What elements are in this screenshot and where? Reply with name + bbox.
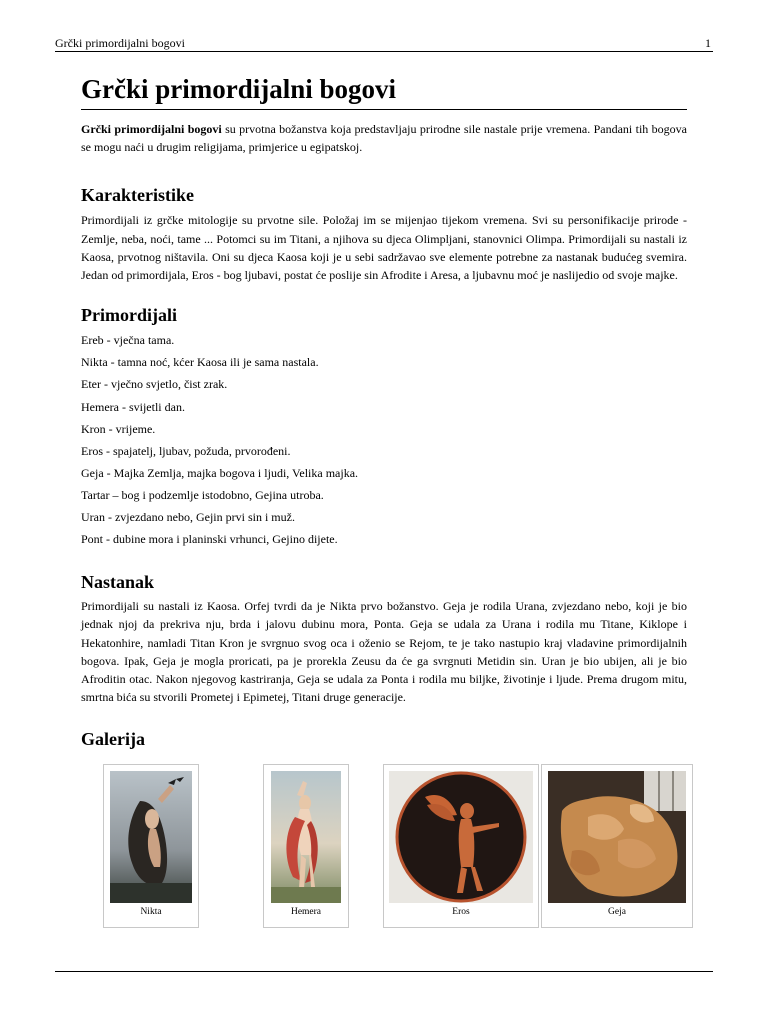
gallery-item-geja[interactable]	[541, 764, 693, 928]
eros-vase-image[interactable]	[389, 771, 533, 903]
hemera-painting-image[interactable]	[271, 771, 341, 903]
gallery-item-eros[interactable]	[383, 764, 539, 928]
gallery-item-hemera[interactable]	[263, 764, 349, 928]
list-item: Uran - zvjezdano nebo, Gejin prvi sin i muž.	[81, 509, 295, 524]
gallery-item-nikta[interactable]	[103, 764, 199, 928]
geja-sculpture-image[interactable]	[548, 771, 686, 903]
list-item: Tartar – bog i podzemlje istodobno, Gejina utroba.	[81, 487, 324, 502]
list-item: Geja - Majka Zemlja, majka bogova i ljudi, Velika majka.	[81, 465, 359, 480]
gallery-caption-geja: Geja	[608, 907, 626, 918]
running-title: Grčki primordijalni bogovi	[55, 36, 185, 50]
list-item: Pont - dubine mora i planinski vrhunci, Gejino dijete.	[81, 532, 338, 547]
image-gallery	[81, 764, 687, 934]
article-body	[81, 70, 687, 934]
page-number: 1	[705, 36, 711, 50]
karakteristike-paragraph: Primordijali iz grčke mitologije su prvotne sile. Položaj im se mijenjao tijekom vremena. Svi su personifikacije prirode - Zemlje, neba, noći, tame ... Potomci su im Titani, a njihova su djeca Olimpljani, stanovnici Olimpa. Primordijali su nastali iz Kaosa, prvotnog ništavila. Oni su djeca Kaosa koji je u sebi sadržavao sve elemente potrebne za nastanak budućeg svemira. Jedan od primordijala, Eros - bog ljubavi, postat će poslije sin Afrodite i Aresa, a ljubavnu moć je naslijedio od svoje majke.	[81, 213, 687, 283]
footer-rule	[55, 971, 713, 972]
gallery-caption-eros: Eros	[452, 907, 470, 918]
header-rule	[55, 51, 713, 52]
lead-bold-term: Grčki primordijalni bogovi	[81, 122, 222, 136]
list-item: Eter - vječno svjetlo, čist zrak.	[81, 377, 228, 392]
nastanak-paragraph: Primordijali su nastali iz Kaosa. Orfej tvrdi da je Nikta prvo božanstvo. Geja je rodila Urana, zvjezdano nebo, koji je bio jednak njoj da prekriva nju, brda i jalovu dubinu mora, Ponta. Geja se udala za Urana i rodila mu Titane, Kiklope i Hekatonhire, namladi Titan Kron je svrgnuo svog oca i oženio se Rejom, te je tako nastupio kraj vladavine primordijalnih bogova. Ipak, Geja je mogla proricati, pa je prorekla Zeusu da će ga svrgnuti Metidin sin. Uran je bio ubijen, ali je bio Afroditin otac. Nakon njegovog kastriranja, Geja se udala za Ponta i rodila mu biljke, životinje i ljude. Prema drugom mitu, smrtna bića su stvorili Prometej i Epimetej, Titani druge generacije.	[81, 599, 687, 705]
primordijali-list	[81, 329, 687, 550]
nikta-painting-image[interactable]	[110, 771, 192, 903]
list-item: Hemera - svijetli dan.	[81, 399, 185, 414]
gallery-caption-hemera: Hemera	[290, 907, 322, 918]
lead-text: su prvotna božanstva koja predstavljaju prirodne sile nastale prije vremena. Pandani tih bogova se mogu naći u drugim religijama, primjerice u egipatskoj.	[81, 122, 687, 155]
heading-galerija: Galerija	[81, 729, 145, 750]
list-item: Ereb - vječna tama.	[81, 333, 175, 348]
gallery-caption-nikta: Nikta	[140, 907, 162, 918]
lead-paragraph	[81, 120, 687, 156]
heading-primordijali: Primordijali	[81, 305, 177, 326]
list-item: Nikta - tamna noć, kćer Kaosa ili je sama nastala.	[81, 355, 319, 370]
page-title: Grčki primordijalni bogovi	[81, 70, 687, 110]
heading-karakteristike: Karakteristike	[81, 185, 194, 206]
heading-nastanak: Nastanak	[81, 572, 155, 593]
list-item: Kron - vrijeme.	[81, 421, 156, 436]
list-item: Eros - spajatelj, ljubav, požuda, prvorođeni.	[81, 443, 291, 458]
running-header	[55, 36, 713, 52]
